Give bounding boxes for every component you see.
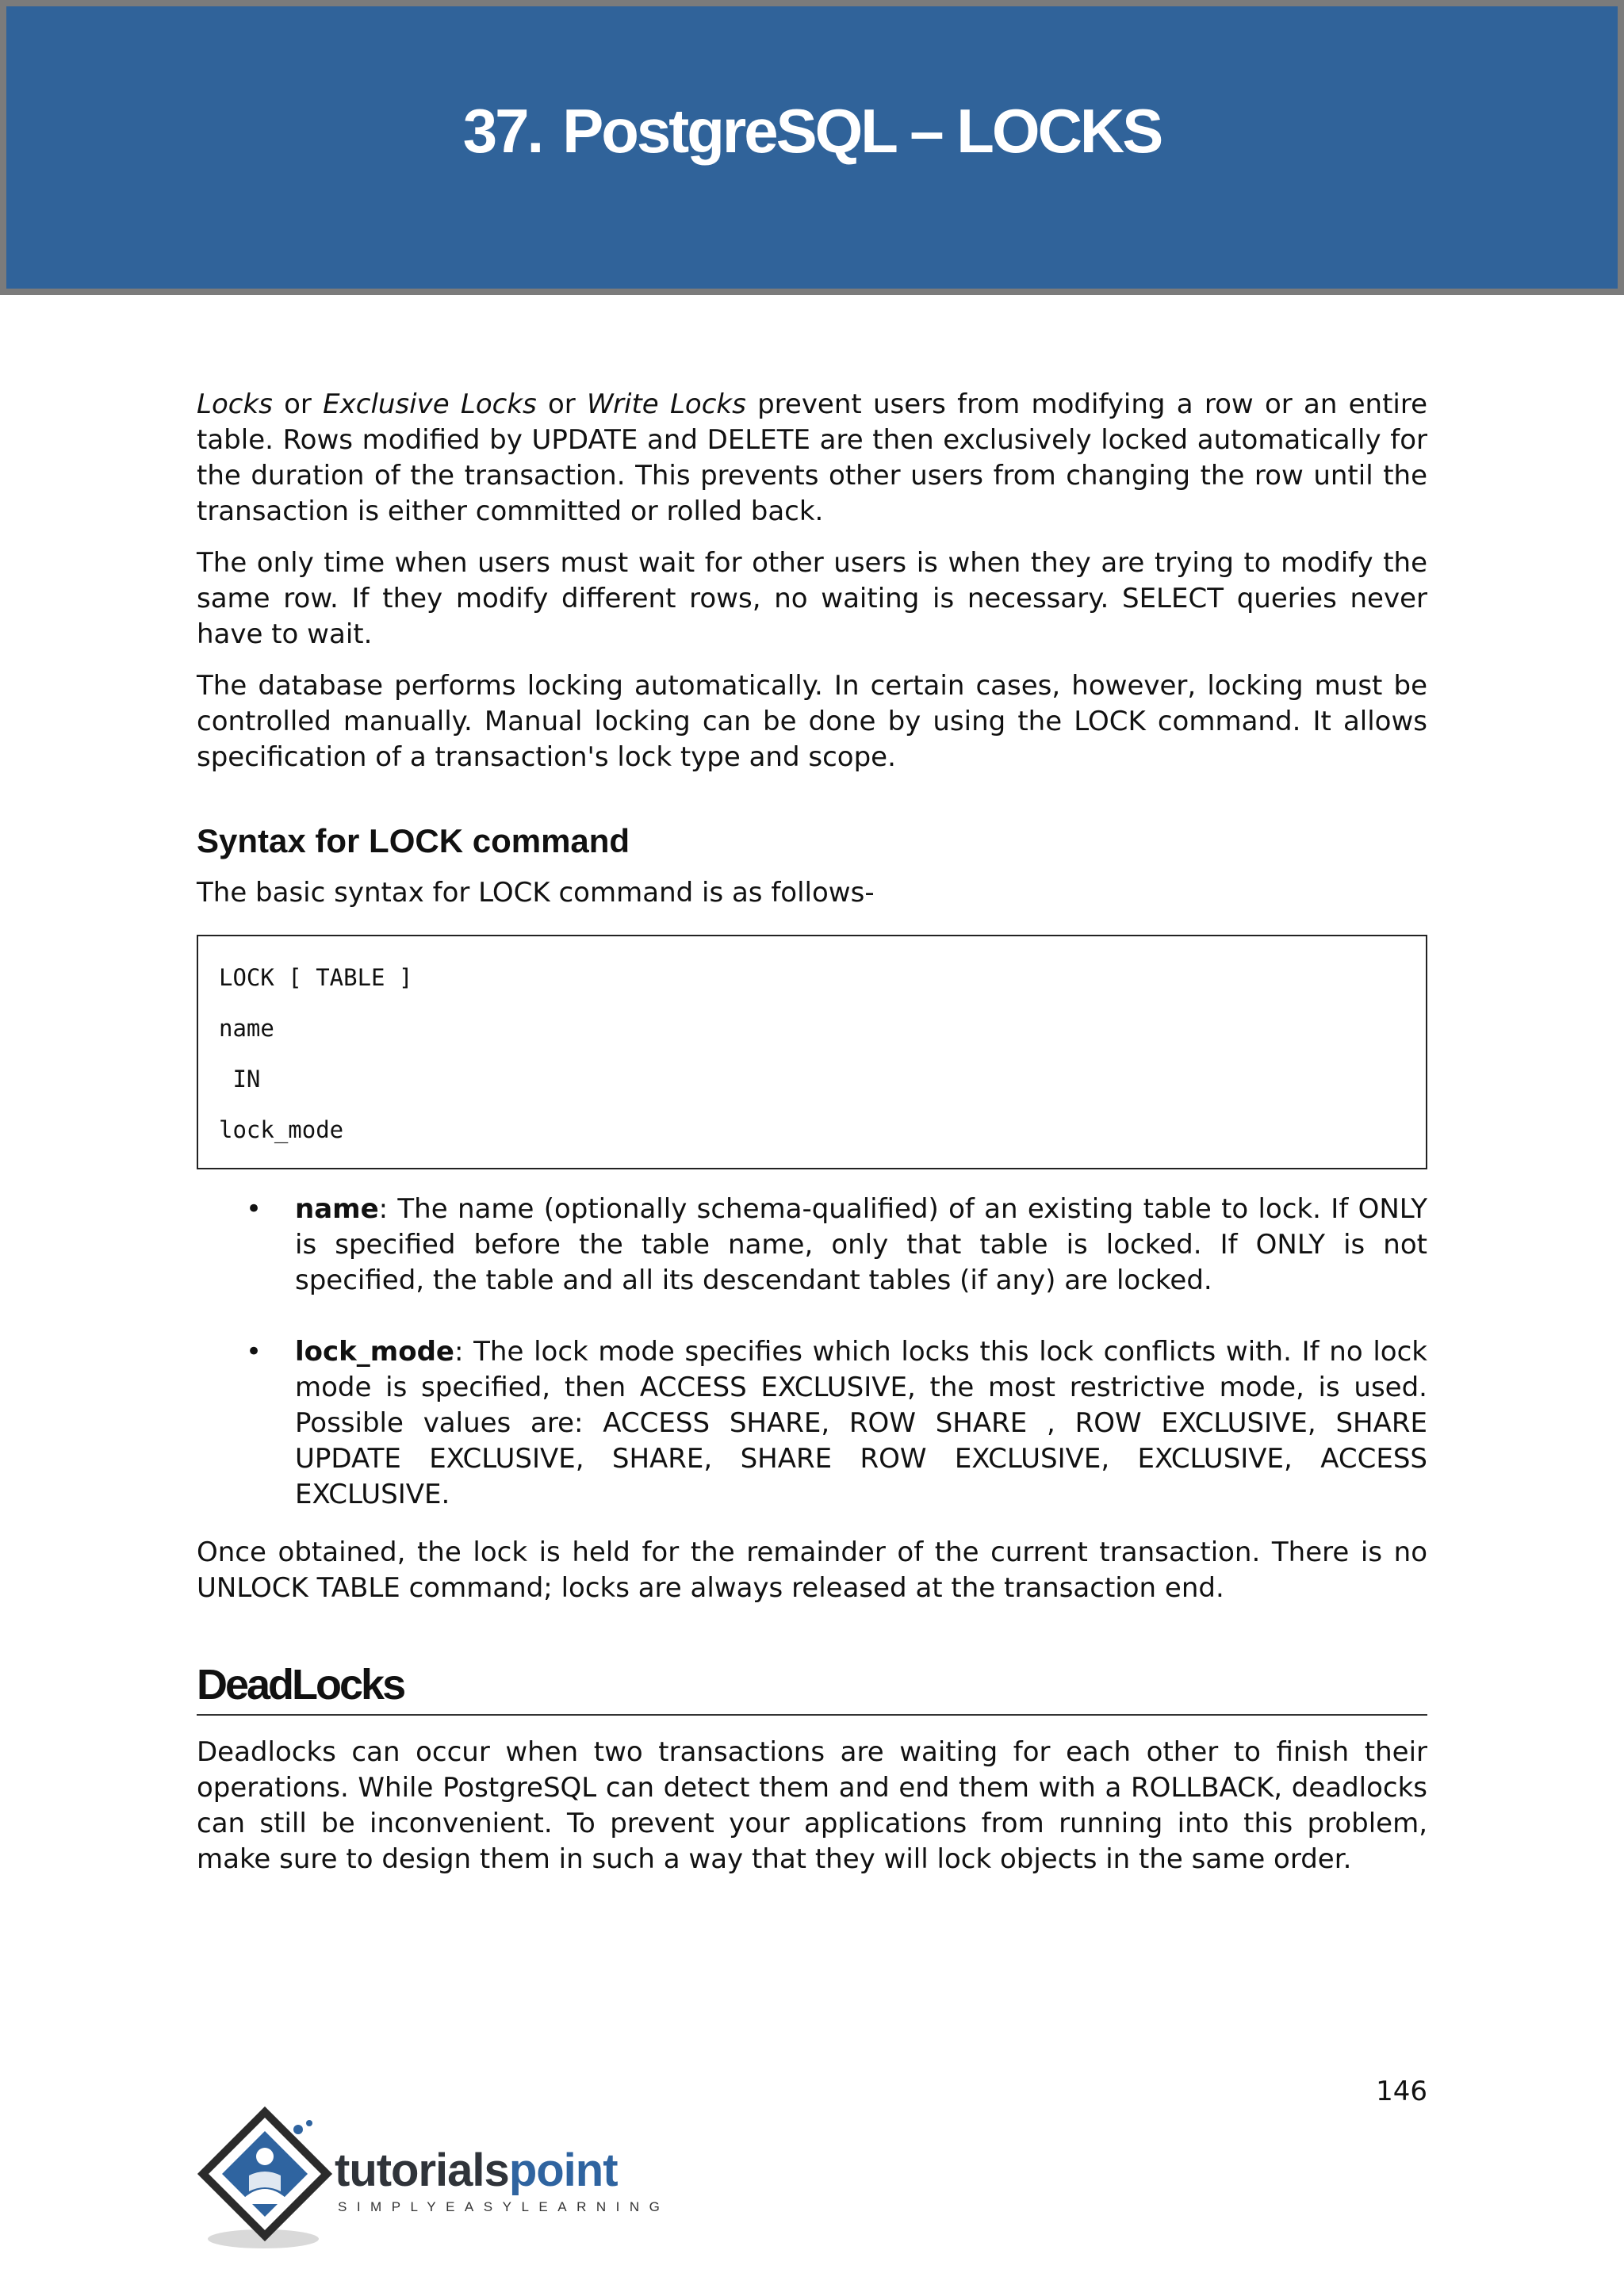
chapter-number: 37. bbox=[462, 96, 542, 166]
param-term: name bbox=[295, 1193, 379, 1225]
text-or-1: or bbox=[272, 388, 324, 420]
bullet-icon: • bbox=[246, 1193, 262, 1225]
bullet-icon: • bbox=[246, 1336, 262, 1368]
syntax-outro: Once obtained, the lock is held for the remainder of the current transaction. There is no UNLOCK TABLE command; locks are always released at the transaction end. bbox=[197, 1536, 1427, 1604]
parameter-list bbox=[197, 1192, 1427, 1513]
term-locks: Locks bbox=[197, 388, 273, 420]
page-content bbox=[197, 387, 1427, 1900]
syntax-intro: The basic syntax for LOCK command is as follows- bbox=[197, 877, 875, 909]
chapter-banner bbox=[0, 0, 1624, 295]
logo-emblem-icon bbox=[193, 2103, 336, 2253]
intro-paragraph-2: The only time when users must wait for other users is when they are trying to modify the same row. If they modify different rows, no waiting is necessary. SELECT queries never have to wait. bbox=[197, 547, 1427, 650]
deadlocks-heading: DeadLocks bbox=[197, 1660, 1427, 1716]
chapter-name: PostgreSQL – LOCKS bbox=[562, 96, 1162, 166]
logo-word-tutorials: tutorials bbox=[335, 2145, 509, 2196]
param-term: lock_mode bbox=[295, 1336, 454, 1368]
list-item bbox=[246, 1334, 1427, 1513]
deadlocks-paragraph: Deadlocks can occur when two transactions are waiting for each other to finish their operations. While PostgreSQL can detect them and end them with a ROLLBACK, deadlocks can still be inconvenient. To prevent your applications from running into this problem, make sure to design them in such a way that they will lock objects in the same order. bbox=[197, 1736, 1427, 1875]
param-description: : The name (optionally schema-qualified) of an existing table to lock. If ONLY is specified before the table name, only that table is locked. If ONLY is not specified, the table and all its descendant tables (if any) are locked. bbox=[295, 1193, 1427, 1296]
param-description: : The lock mode specifies which locks this lock conflicts with. If no lock mode is specified, then ACCESS EXCLUSIVE, the most restrictive mode, is used. Possible values are: ACCESS SHARE, ROW SHARE , ROW EXCLUSIVE, SHARE UPDATE EXCLUSIVE, SHARE, SHARE ROW EXCLUSIVE, EXCLUSIVE, ACCESS EXCLUSIVE. bbox=[295, 1336, 1427, 1510]
term-write-locks: Write Locks bbox=[587, 388, 746, 420]
list-item bbox=[246, 1192, 1427, 1299]
code-block bbox=[197, 935, 1427, 1169]
page-number: 146 bbox=[1376, 2076, 1427, 2107]
logo-wordmark bbox=[335, 2144, 618, 2197]
code-line: IN bbox=[219, 1066, 261, 1093]
logo-tagline: SIMPLYEASYLEARNING bbox=[338, 2199, 670, 2214]
code-line: LOCK [ TABLE ] bbox=[219, 964, 413, 991]
term-exclusive-locks: Exclusive Locks bbox=[323, 388, 537, 420]
intro-paragraph-1-rest: prevent users from modifying a row or an entire table. Rows modified by UPDATE and DELETE are then exclusively locked automatically for the duration of the transaction. This prevents other users from changing the row until the transaction is either committed or rolled back. bbox=[197, 388, 1428, 527]
code-line: lock_mode bbox=[219, 1116, 344, 1143]
tutorialspoint-logo bbox=[193, 2103, 669, 2253]
text-or-2: or bbox=[536, 388, 588, 420]
syntax-heading: Syntax for LOCK command bbox=[197, 822, 630, 859]
code-line: name bbox=[219, 1015, 274, 1042]
intro-paragraph-3: The database performs locking automatically. In certain cases, however, locking must be controlled manually. Manual locking can be done by using the LOCK command. It allows specification of a transaction's lock type and scope. bbox=[197, 670, 1427, 773]
chapter-title bbox=[6, 95, 1618, 167]
intro-paragraph-1 bbox=[197, 387, 1427, 530]
logo-word-point: point bbox=[508, 2145, 618, 2196]
